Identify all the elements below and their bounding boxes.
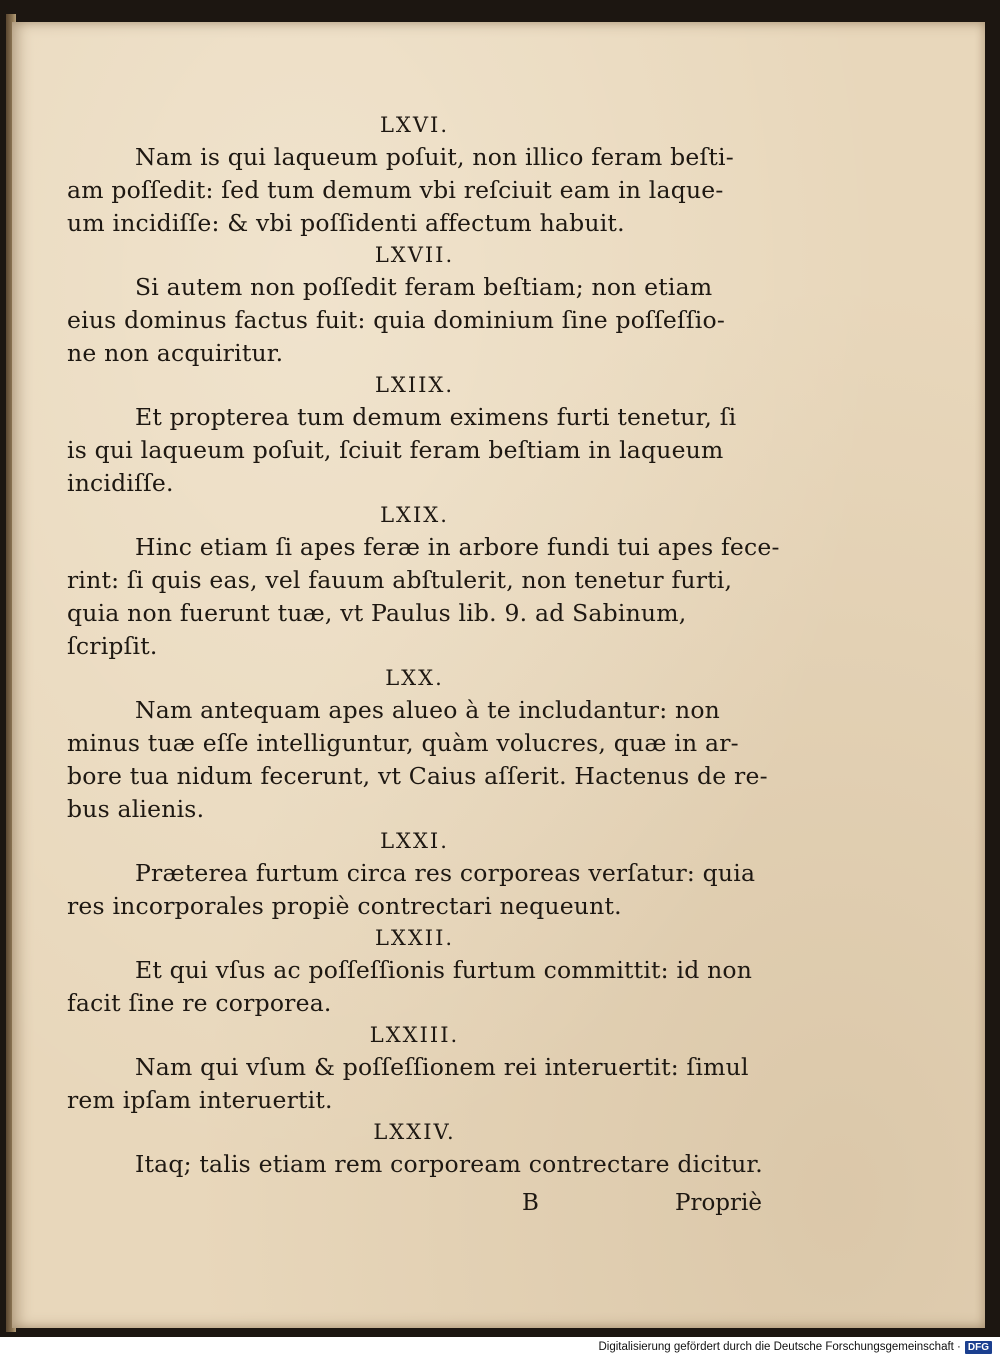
section-number: LXXI. [380,829,449,853]
text-line: ſcripſit. [67,632,158,660]
section-number: LXIIX. [374,373,455,397]
section-paragraph [67,1148,762,1181]
section-paragraph [67,954,762,1020]
section-paragraph [67,694,768,826]
section-paragraph [67,401,762,500]
catchword: Propriè [674,1190,762,1216]
text-line: quia non fuerunt tuæ, vt Paulus lib. 9. ad Sabinum, [67,599,687,627]
text-line: rem ipſam interuertit. [67,1086,333,1114]
section-paragraph [67,857,762,923]
text-line: minus tuæ eſſe intelliguntur, quàm volucres, quæ in ar- [67,729,739,757]
text-line: Itaq; talis etiam rem corpoream contrectare dicitur. [135,1150,763,1178]
text-line: Si autem non poſſedit feram beſtiam; non etiam [135,273,713,301]
text-line: Præterea furtum circa res corporeas verſatur: quia [135,859,756,887]
page-bottom-marks [67,1190,762,1224]
book-page [12,22,985,1328]
text-line: Et propterea tum demum eximens furti tenetur, ſi [135,403,737,431]
section-number: LXXIII. [369,1023,460,1047]
dfg-logo: DFG [965,1341,992,1354]
page-text [67,110,780,1181]
text-line: bore tua nidum fecerunt, vt Caius aſſerit. Hactenus de re- [67,762,768,790]
section-number: LXX. [385,666,444,690]
text-line: Et qui vſus ac poſſeſſionis furtum committit: id non [135,956,753,984]
section-number: LXXII. [374,926,455,950]
text-line: am poſſedit: ſed tum demum vbi reſciuit eam in laque- [67,176,724,204]
text-line: Nam is qui laqueum poſuit, non illico feram beſti- [135,143,734,171]
section-paragraph [67,141,762,240]
text-line: facit ſine re corporea. [67,989,332,1017]
text-line: is qui laqueum poſuit, ſciuit feram beſtiam in laqueum [67,436,724,464]
text-line: bus alienis. [67,795,205,823]
footer-credit [598,1340,992,1354]
footer-text: Digitalisierung gefördert durch die Deutsche Forschungsgemeinschaft · [598,1341,961,1353]
section-paragraph [67,271,762,370]
text-line: incidiſſe. [67,469,174,497]
section-number: LXXIV. [373,1120,456,1144]
text-line: ne non acquiritur. [67,339,284,367]
text-line: rint: ſi quis eas, vel fauum abſtulerit, non tenetur furti, [67,566,733,594]
signature-mark: B [522,1190,539,1216]
section-paragraph [67,1051,762,1117]
text-line: Nam qui vſum & poſſeſſionem rei interuertit: ſimul [135,1053,749,1081]
text-line: res incorporales propiè contrectari nequeunt. [67,892,622,920]
text-line: Nam antequam apes alueo à te includantur: non [135,696,721,724]
section-number: LXVI. [379,113,450,137]
section-number: LXVII. [374,243,455,267]
text-line: eius dominus factus fuit: quia dominium ſine poſſeſſio- [67,306,725,334]
section-number: LXIX. [380,503,449,527]
text-line: Hinc etiam ſi apes feræ in arbore fundi tui apes fece- [135,533,780,561]
section-paragraph [67,531,780,663]
text-line: um incidiſſe: & vbi poſſidenti affectum habuit. [67,209,625,237]
